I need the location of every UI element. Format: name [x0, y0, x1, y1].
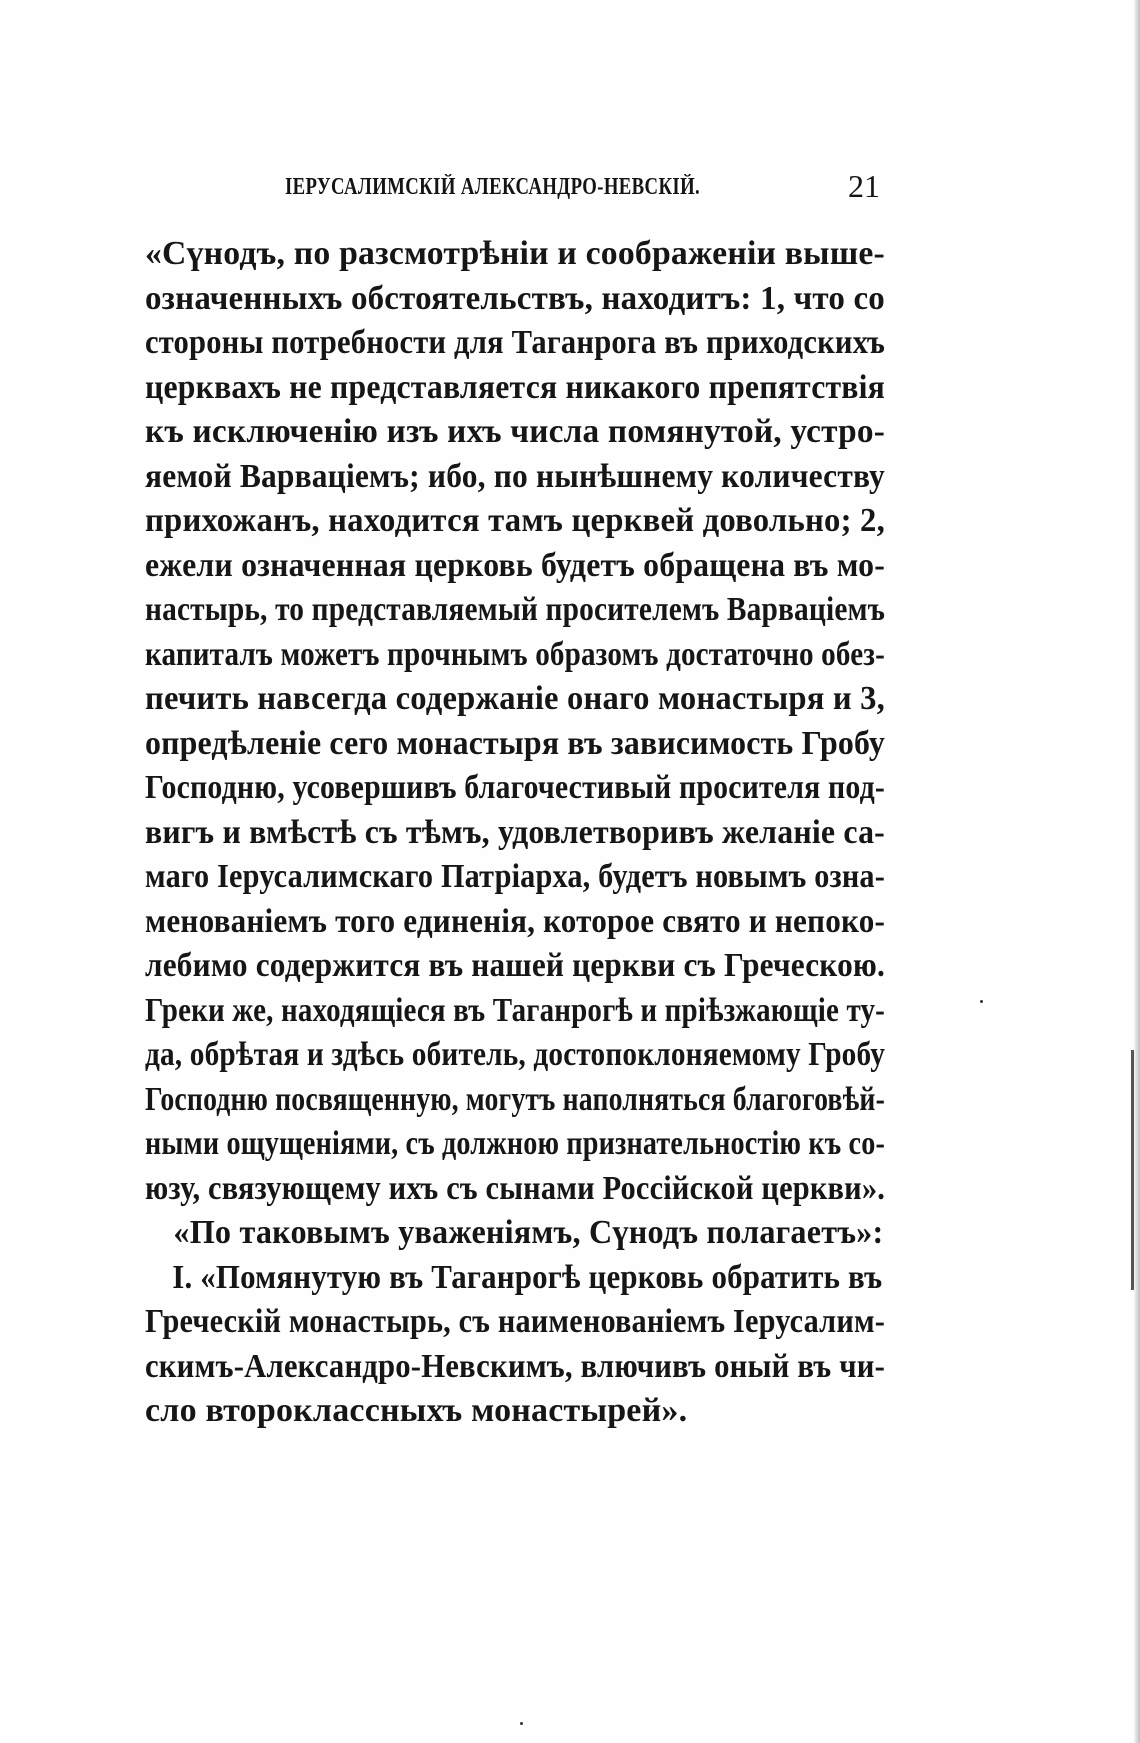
text-line: печить навсегда содержаніе онаго монастыря и 3,: [145, 680, 886, 717]
text-line: сло второклассныхъ монастырей».: [145, 1392, 688, 1429]
text-line: скимъ-Александро-Невскимъ, влючивъ оный въ чи-: [145, 1347, 886, 1385]
text-line: лебимо содержится въ нашей церкви съ Греческою.: [145, 947, 885, 984]
text-line: къ исключенію изъ ихъ числа помянутой, устро-: [145, 413, 885, 450]
text-line: Греки же, находящіеся въ Таганрогѣ и пріѣзжающіе ту-: [145, 991, 885, 1029]
text-line: яемой Варваціемъ; ибо, по нынѣшнему количеству: [145, 457, 885, 495]
text-line: ными ощущеніями, съ должною признательностію къ со-: [145, 1125, 885, 1162]
page-header: [145, 168, 880, 214]
page-edge-mark: [1131, 1050, 1134, 1290]
running-title: ІЕРУСАЛИМСКІЙ АЛЕКСАНДРО-НЕВСКІЙ.: [285, 174, 701, 200]
text-line: стороны потребности для Таганрога въ приходскихъ: [145, 324, 885, 361]
text-line: означенныхъ обстоятельствъ, находитъ: 1, что со: [145, 279, 885, 317]
page-body-text: [145, 232, 885, 1434]
text-line: менованіемъ того единенія, которое свято и непоко-: [145, 902, 886, 940]
text-line: да, обрѣтая и здѣсь обитель, достопоклоняемому Гробу: [145, 1036, 886, 1073]
print-speck: [980, 1000, 983, 1003]
text-line: юзу, связующему ихъ съ сынами Россійской церкви».: [145, 1169, 885, 1207]
text-line: ежели означенная церковь будетъ обращена въ мо-: [145, 546, 886, 584]
text-line: церквахъ не представляется никакого препятствія: [145, 368, 885, 406]
text-line: маго Іерусалимскаго Патріарха, будетъ новымъ озна-: [145, 858, 885, 895]
print-speck: [520, 1722, 523, 1725]
text-line: Греческій монастырь, съ наименованіемъ Іерусалим-: [145, 1303, 886, 1340]
text-line: «По таковымъ уваженіямъ, Сүнодъ полагаетъ»:: [173, 1214, 884, 1251]
text-line: Господню посвященную, могутъ наполняться благоговѣй-: [145, 1080, 885, 1118]
text-line: настырь, то представляемый просителемъ Варваціемъ: [145, 591, 885, 628]
text-line: I. «Помянутую въ Таганрогѣ церковь обратить въ: [172, 1258, 883, 1296]
page-number: 21: [848, 168, 880, 204]
text-line: «Сүнодъ, по разсмотрѣніи и соображеніи выше-: [145, 235, 885, 272]
text-line: прихожанъ, находится тамъ церквей довольно; 2,: [145, 502, 885, 539]
page-edge-shadow: [1134, 0, 1140, 1743]
text-line: Господню, усовершивъ благочестивый просителя под-: [145, 769, 885, 806]
text-line: опредѣленіе сего монастыря въ зависимость Гробу: [145, 724, 886, 762]
text-line: капиталъ можетъ прочнымъ образомъ достаточно обез-: [145, 635, 886, 673]
text-line: вигъ и вмѣстѣ съ тѣмъ, удовлетворивъ желаніе са-: [145, 813, 885, 851]
